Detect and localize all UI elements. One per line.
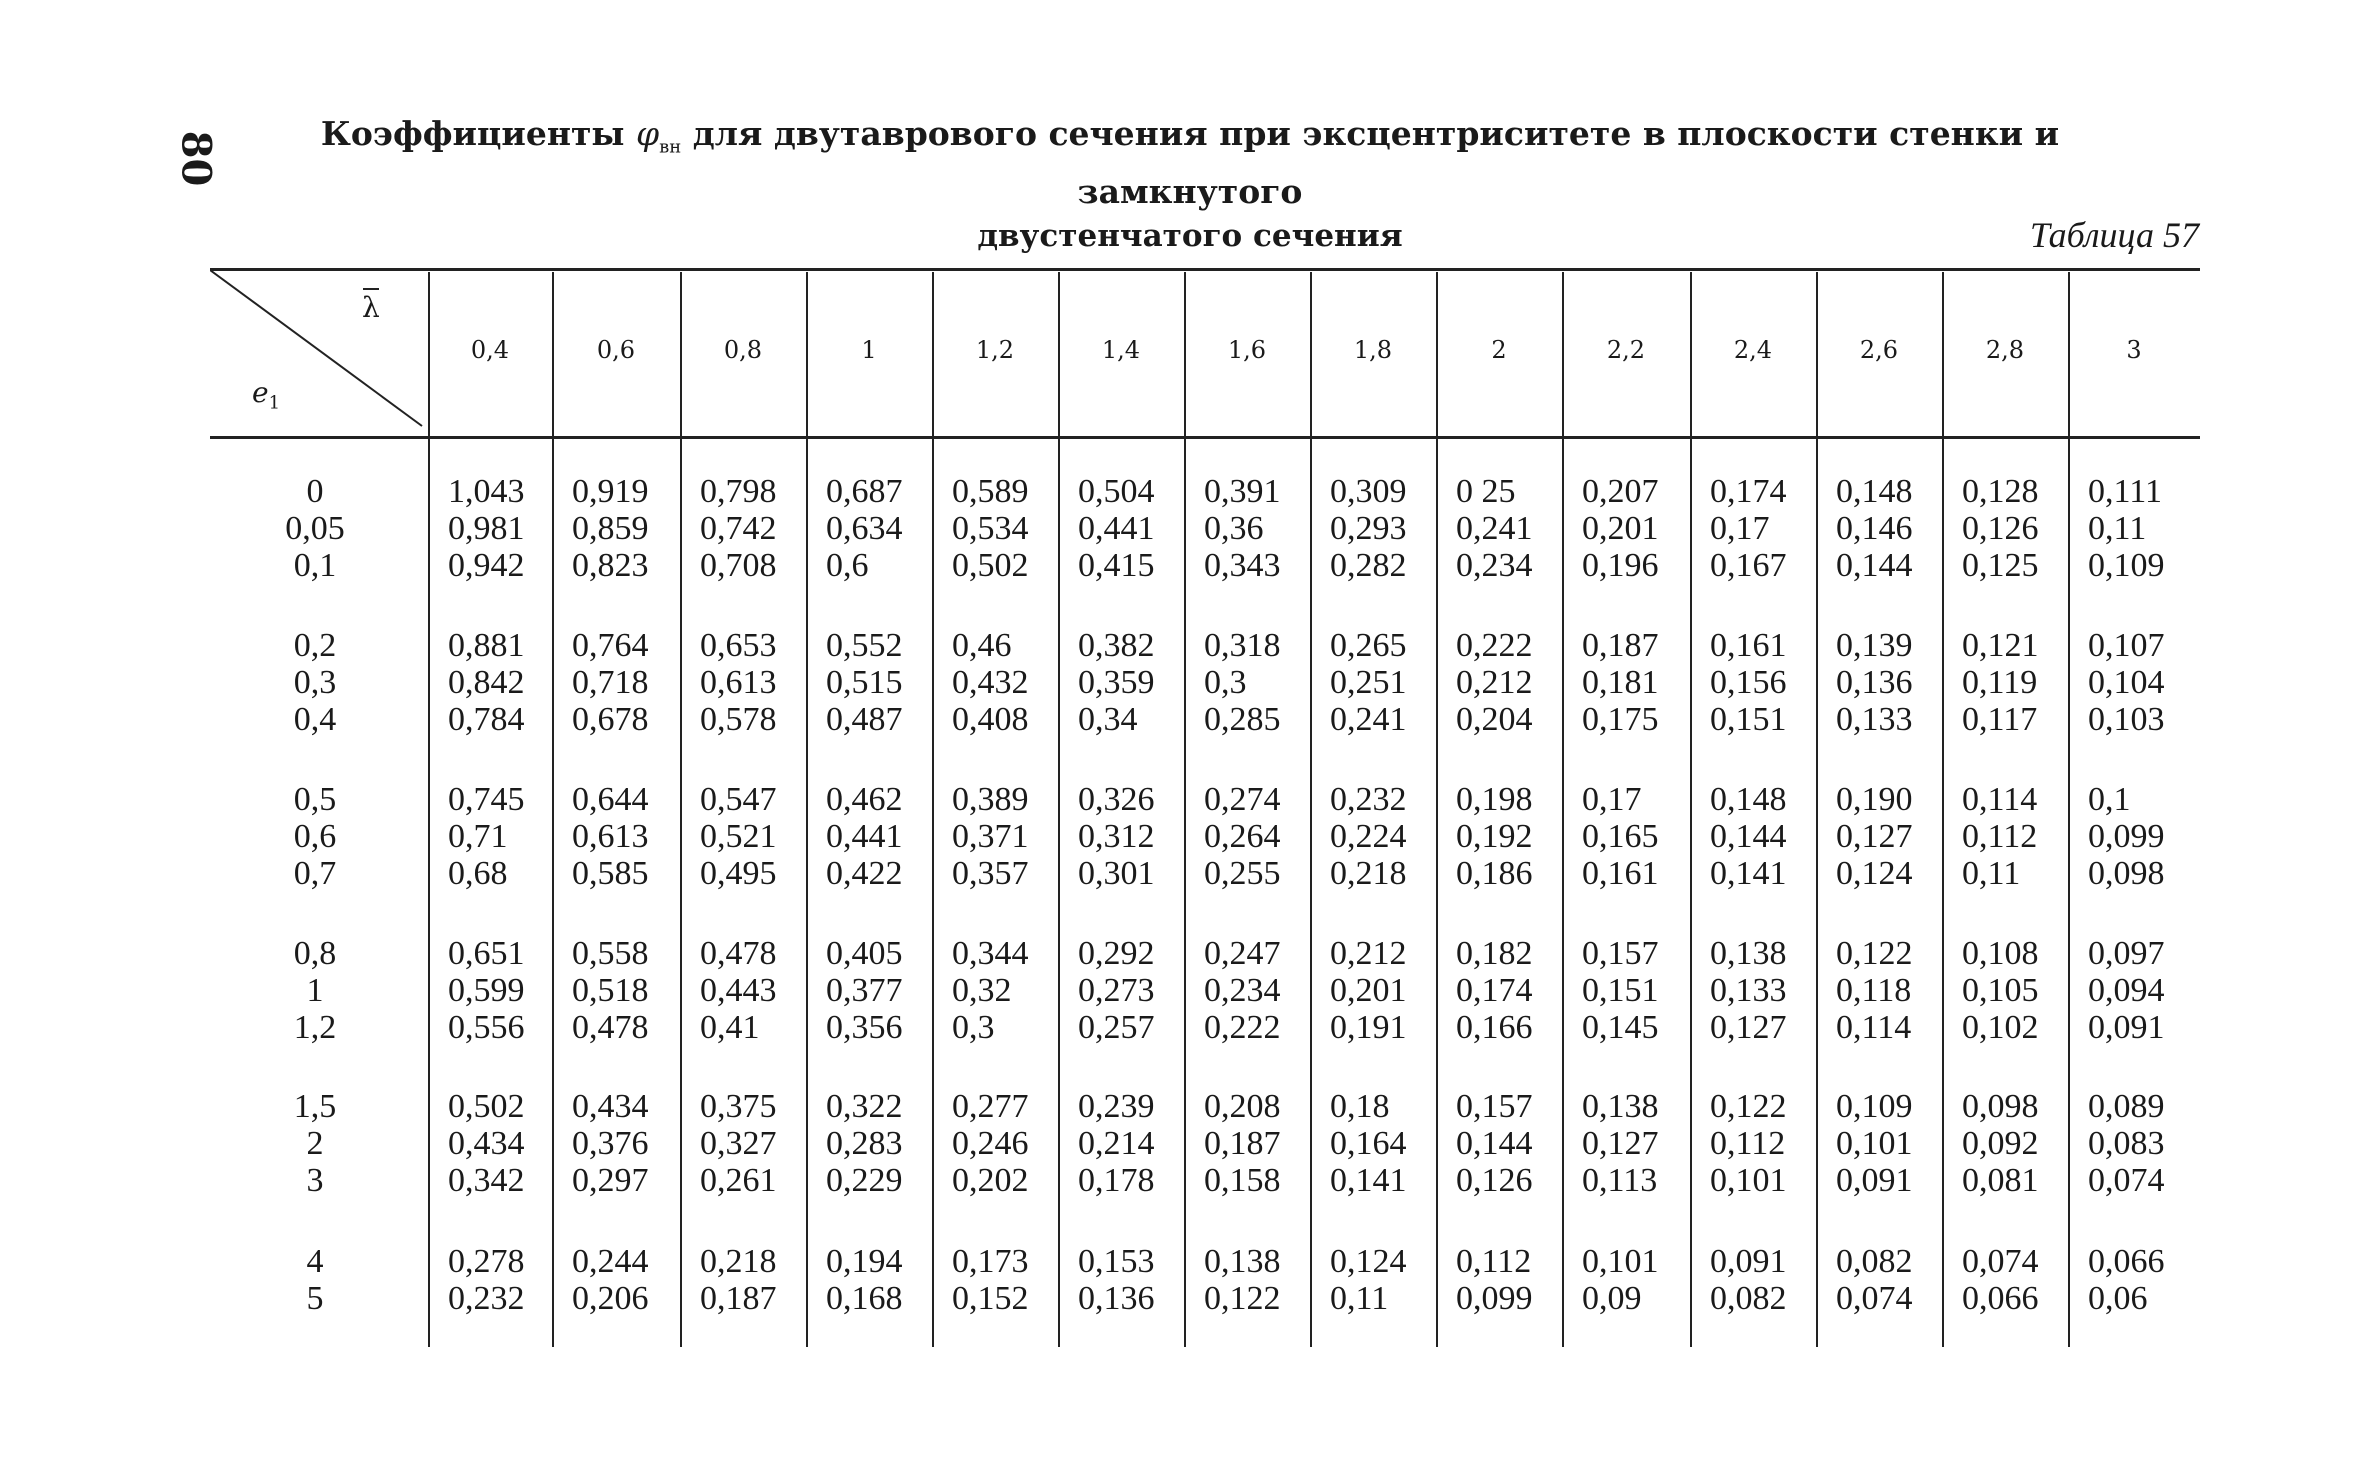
table-cell: 0,156 bbox=[1710, 664, 1787, 701]
table-cell: 0,376 bbox=[572, 1125, 649, 1162]
table-cell: 0,151 bbox=[1710, 701, 1787, 738]
table-cell: 0,309 bbox=[1330, 473, 1407, 510]
table-cell: 0,194 bbox=[826, 1243, 903, 1280]
table-cell: 0,192 bbox=[1456, 818, 1533, 855]
row-label-e1: 0,3 bbox=[293, 664, 337, 701]
table-cell: 0,122 bbox=[1710, 1088, 1787, 1125]
table-cell: 0,518 bbox=[572, 972, 649, 1009]
column-header: 1,4 bbox=[1101, 336, 1141, 364]
table-row bbox=[0, 1088, 2362, 1125]
table-row bbox=[0, 1243, 2362, 1280]
table-cell: 0,166 bbox=[1456, 1009, 1533, 1046]
table-cell: 0,178 bbox=[1078, 1162, 1155, 1199]
table-cell: 0,173 bbox=[952, 1243, 1029, 1280]
table-cell: 0,118 bbox=[1836, 972, 1912, 1009]
table-cell: 0,356 bbox=[826, 1009, 903, 1046]
table-cell: 0,152 bbox=[952, 1280, 1029, 1317]
table-cell: 0,128 bbox=[1962, 473, 2039, 510]
table-cell: 0,247 bbox=[1204, 935, 1281, 972]
table-cell: 0,881 bbox=[448, 627, 525, 664]
row-label-e1: 0 bbox=[306, 473, 324, 510]
table-cell: 0,074 bbox=[1962, 1243, 2039, 1280]
table-cell: 0,585 bbox=[572, 855, 649, 892]
header-diagonal-line bbox=[210, 268, 426, 430]
table-cell: 0,322 bbox=[826, 1088, 903, 1125]
table-row bbox=[0, 627, 2362, 664]
table-cell: 0,265 bbox=[1330, 627, 1407, 664]
table-cell: 0,274 bbox=[1204, 781, 1281, 818]
table-cell: 0,859 bbox=[572, 510, 649, 547]
row-label-e1: 4 bbox=[306, 1243, 324, 1280]
table-cell: 0,09 bbox=[1582, 1280, 1642, 1317]
table-cell: 0,478 bbox=[700, 935, 777, 972]
table-cell: 0,107 bbox=[2088, 627, 2165, 664]
table-cell: 0,234 bbox=[1456, 547, 1533, 584]
table-cell: 0,377 bbox=[826, 972, 903, 1009]
table-cell: 0,161 bbox=[1582, 855, 1659, 892]
table-cell: 0,081 bbox=[1962, 1162, 2039, 1199]
table-cell: 0,175 bbox=[1582, 701, 1659, 738]
table-cell: 0,157 bbox=[1582, 935, 1659, 972]
table-cell: 0,277 bbox=[952, 1088, 1029, 1125]
table-cell: 0,174 bbox=[1710, 473, 1787, 510]
table-cell: 0,082 bbox=[1836, 1243, 1913, 1280]
table-cell: 0,534 bbox=[952, 510, 1029, 547]
table-cell: 0,191 bbox=[1330, 1009, 1407, 1046]
table-cell: 0,405 bbox=[826, 935, 903, 972]
table-cell: 0,136 bbox=[1836, 664, 1913, 701]
table-cell: 0,117 bbox=[1962, 701, 2038, 738]
table-cell: 0,222 bbox=[1204, 1009, 1281, 1046]
table-cell: 0,168 bbox=[826, 1280, 903, 1317]
table-cell: 0,161 bbox=[1710, 627, 1787, 664]
table-cell: 0,283 bbox=[826, 1125, 903, 1162]
table-cell: 0,3 bbox=[952, 1009, 995, 1046]
table-cell: 0,092 bbox=[1962, 1125, 2039, 1162]
table-cell: 0,502 bbox=[448, 1088, 525, 1125]
table-cell: 0,101 bbox=[1582, 1243, 1659, 1280]
column-header: 2,2 bbox=[1606, 336, 1646, 364]
table-cell: 0,112 bbox=[1962, 818, 2038, 855]
table-cell: 0,122 bbox=[1836, 935, 1913, 972]
column-header: 1,6 bbox=[1227, 336, 1267, 364]
table-cell: 0,41 bbox=[700, 1009, 760, 1046]
table-cell: 0,241 bbox=[1456, 510, 1533, 547]
table-cell: 0,212 bbox=[1456, 664, 1533, 701]
table-cell: 0,318 bbox=[1204, 627, 1281, 664]
table-row bbox=[0, 818, 2362, 855]
row-label-e1: 1 bbox=[306, 972, 324, 1009]
table-cell: 0,558 bbox=[572, 935, 649, 972]
table-cell: 0,098 bbox=[2088, 855, 2165, 892]
table-cell: 0,634 bbox=[826, 510, 903, 547]
row-label-e1: 2 bbox=[306, 1125, 324, 1162]
table-cell: 0,842 bbox=[448, 664, 525, 701]
table-cell: 0,343 bbox=[1204, 547, 1281, 584]
row-label-e1: 0,05 bbox=[285, 510, 345, 547]
table-cell: 0,201 bbox=[1330, 972, 1407, 1009]
table-cell: 0,745 bbox=[448, 781, 525, 818]
table-cell: 0,229 bbox=[826, 1162, 903, 1199]
table-cell: 0,234 bbox=[1204, 972, 1281, 1009]
table-cell: 0,415 bbox=[1078, 547, 1155, 584]
table-cell: 0,552 bbox=[826, 627, 903, 664]
table-cell: 0,136 bbox=[1078, 1280, 1155, 1317]
table-cell: 0,823 bbox=[572, 547, 649, 584]
table-cell: 0,074 bbox=[1836, 1280, 1913, 1317]
table-cell: 0,487 bbox=[826, 701, 903, 738]
table-cell: 0,148 bbox=[1710, 781, 1787, 818]
table-cell: 0,144 bbox=[1456, 1125, 1533, 1162]
table-cell: 0,422 bbox=[826, 855, 903, 892]
table-cell: 0,312 bbox=[1078, 818, 1155, 855]
table-cell: 0,126 bbox=[1456, 1162, 1533, 1199]
table-cell: 0,187 bbox=[1582, 627, 1659, 664]
table-row bbox=[0, 935, 2362, 972]
table-cell: 0,11 bbox=[1962, 855, 2021, 892]
table-cell: 0,113 bbox=[1582, 1162, 1658, 1199]
table-cell: 0,391 bbox=[1204, 473, 1281, 510]
table-cell: 0,139 bbox=[1836, 627, 1913, 664]
table-cell: 0,678 bbox=[572, 701, 649, 738]
table-cell: 0,198 bbox=[1456, 781, 1533, 818]
table-cell: 0,292 bbox=[1078, 935, 1155, 972]
table-row bbox=[0, 664, 2362, 701]
table-cell: 0,784 bbox=[448, 701, 525, 738]
table-cell: 1,043 bbox=[448, 473, 525, 510]
table-cell: 0,145 bbox=[1582, 1009, 1659, 1046]
column-header: 0,6 bbox=[596, 336, 636, 364]
table-cell: 0,382 bbox=[1078, 627, 1155, 664]
row-label-e1: 3 bbox=[306, 1162, 324, 1199]
table-cell: 0,653 bbox=[700, 627, 777, 664]
table-cell: 0,11 bbox=[1330, 1280, 1389, 1317]
table-cell: 0,114 bbox=[1962, 781, 2038, 818]
table-cell: 0,098 bbox=[1962, 1088, 2039, 1125]
table-cell: 0,919 bbox=[572, 473, 649, 510]
table-cell: 0,124 bbox=[1836, 855, 1913, 892]
row-label-e1: 0,1 bbox=[293, 547, 337, 584]
table-cell: 0,138 bbox=[1710, 935, 1787, 972]
table-cell: 0 25 bbox=[1456, 473, 1516, 510]
title-line-1: Коэффициенты $\varphi_{вн}$ для двутаврового сечения при эксцентриситете в плоскости стенки и замкнутого bbox=[320, 114, 2060, 211]
table-cell: 0,112 bbox=[1710, 1125, 1786, 1162]
table-cell: 0,556 bbox=[448, 1009, 525, 1046]
table-cell: 0,293 bbox=[1330, 510, 1407, 547]
table-cell: 0,613 bbox=[700, 664, 777, 701]
column-header: 2,6 bbox=[1859, 336, 1899, 364]
table-cell: 0,297 bbox=[572, 1162, 649, 1199]
table-cell: 0,144 bbox=[1710, 818, 1787, 855]
table-cell: 0,687 bbox=[826, 473, 903, 510]
table-cell: 0,109 bbox=[2088, 547, 2165, 584]
table-cell: 0,589 bbox=[952, 473, 1029, 510]
table-cell: 0,36 bbox=[1204, 510, 1264, 547]
table-cell: 0,101 bbox=[1710, 1162, 1787, 1199]
table-cell: 0,502 bbox=[952, 547, 1029, 584]
table-cell: 0,798 bbox=[700, 473, 777, 510]
table-cell: 0,434 bbox=[572, 1088, 649, 1125]
table-cell: 0,164 bbox=[1330, 1125, 1407, 1162]
table-cell: 0,218 bbox=[1330, 855, 1407, 892]
table-cell: 0,241 bbox=[1330, 701, 1407, 738]
table-cell: 0,17 bbox=[1582, 781, 1642, 818]
table-cell: 0,099 bbox=[1456, 1280, 1533, 1317]
table-cell: 0,71 bbox=[448, 818, 508, 855]
table-cell: 0,261 bbox=[700, 1162, 777, 1199]
table-cell: 0,153 bbox=[1078, 1243, 1155, 1280]
table-cell: 0,104 bbox=[2088, 664, 2165, 701]
table-cell: 0,742 bbox=[700, 510, 777, 547]
table-top-rule bbox=[210, 268, 2200, 271]
table-cell: 0,651 bbox=[448, 935, 525, 972]
table-cell: 0,109 bbox=[1836, 1088, 1913, 1125]
table-cell: 0,091 bbox=[2088, 1009, 2165, 1046]
table-cell: 0,138 bbox=[1204, 1243, 1281, 1280]
table-number-label: Таблица 57 bbox=[2029, 215, 2199, 255]
table-cell: 0,187 bbox=[1204, 1125, 1281, 1162]
table-cell: 0,214 bbox=[1078, 1125, 1155, 1162]
table-cell: 0,255 bbox=[1204, 855, 1281, 892]
row-label-e1: 0,2 bbox=[293, 627, 337, 664]
table-cell: 0,101 bbox=[1836, 1125, 1913, 1162]
table-cell: 0,212 bbox=[1330, 935, 1407, 972]
title-line-2: двустенчатого сечения bbox=[977, 217, 1403, 254]
table-cell: 0,547 bbox=[700, 781, 777, 818]
table-cell: 0,462 bbox=[826, 781, 903, 818]
row-label-e1: 0,5 bbox=[293, 781, 337, 818]
table-cell: 0,327 bbox=[700, 1125, 777, 1162]
table-cell: 0,091 bbox=[1836, 1162, 1913, 1199]
table-cell: 0,441 bbox=[1078, 510, 1155, 547]
column-header: 3 bbox=[2126, 336, 2142, 364]
table-cell: 0,06 bbox=[2088, 1280, 2148, 1317]
table-row bbox=[0, 547, 2362, 584]
column-header: 2,4 bbox=[1733, 336, 1773, 364]
table-cell: 0,504 bbox=[1078, 473, 1155, 510]
table-cell: 0,066 bbox=[2088, 1243, 2165, 1280]
table-cell: 0,196 bbox=[1582, 547, 1659, 584]
phi-symbol: $\varphi_{вн}$ bbox=[636, 114, 682, 158]
table-row bbox=[0, 781, 2362, 818]
table-cell: 0,46 bbox=[952, 627, 1012, 664]
table-cell: 0,103 bbox=[2088, 701, 2165, 738]
table-cell: 0,264 bbox=[1204, 818, 1281, 855]
table-cell: 0,207 bbox=[1582, 473, 1659, 510]
table-cell: 0,515 bbox=[826, 664, 903, 701]
table-cell: 0,108 bbox=[1962, 935, 2039, 972]
table-cell: 0,157 bbox=[1456, 1088, 1533, 1125]
column-header: 1,2 bbox=[975, 336, 1015, 364]
table-row bbox=[0, 1125, 2362, 1162]
row-label-e1: 1,5 bbox=[293, 1088, 337, 1125]
table-cell: 0,125 bbox=[1962, 547, 2039, 584]
table-cell: 0,244 bbox=[572, 1243, 649, 1280]
table-cell: 0,521 bbox=[700, 818, 777, 855]
e1-symbol: $e_1$ bbox=[252, 376, 281, 414]
table-cell: 0,208 bbox=[1204, 1088, 1281, 1125]
table-cell: 0,232 bbox=[1330, 781, 1407, 818]
table-cell: 0,273 bbox=[1078, 972, 1155, 1009]
table-cell: 0,112 bbox=[1456, 1243, 1532, 1280]
table-cell: 0,151 bbox=[1582, 972, 1659, 1009]
column-header: 2,8 bbox=[1985, 336, 2025, 364]
table-cell: 0,105 bbox=[1962, 972, 2039, 1009]
table-cell: 0,764 bbox=[572, 627, 649, 664]
table-cell: 0,201 bbox=[1582, 510, 1659, 547]
table-cell: 0,326 bbox=[1078, 781, 1155, 818]
table-cell: 0,17 bbox=[1710, 510, 1770, 547]
row-label-e1: 0,7 bbox=[293, 855, 337, 892]
table-cell: 0,375 bbox=[700, 1088, 777, 1125]
table-row bbox=[0, 473, 2362, 510]
table-cell: 0,126 bbox=[1962, 510, 2039, 547]
table-cell: 0,434 bbox=[448, 1125, 525, 1162]
table-cell: 0,942 bbox=[448, 547, 525, 584]
table-cell: 0,6 bbox=[826, 547, 869, 584]
table-cell: 0,257 bbox=[1078, 1009, 1155, 1046]
table-cell: 0,441 bbox=[826, 818, 903, 855]
table-cell: 0,344 bbox=[952, 935, 1029, 972]
table-cell: 0,218 bbox=[700, 1243, 777, 1280]
table-cell: 0,091 bbox=[1710, 1243, 1787, 1280]
table-cell: 0,119 bbox=[1962, 664, 2038, 701]
table-cell: 0,094 bbox=[2088, 972, 2165, 1009]
row-label-e1: 0,6 bbox=[293, 818, 337, 855]
column-header: 2 bbox=[1491, 336, 1507, 364]
table-cell: 0,167 bbox=[1710, 547, 1787, 584]
table-row bbox=[0, 701, 2362, 738]
table-cell: 0,141 bbox=[1710, 855, 1787, 892]
column-header: 1,8 bbox=[1353, 336, 1393, 364]
table-cell: 0,301 bbox=[1078, 855, 1155, 892]
table-cell: 0,278 bbox=[448, 1243, 525, 1280]
table-cell: 0,495 bbox=[700, 855, 777, 892]
table-cell: 0,18 bbox=[1330, 1088, 1390, 1125]
table-cell: 0,981 bbox=[448, 510, 525, 547]
table-cell: 0,165 bbox=[1582, 818, 1659, 855]
table-cell: 0,089 bbox=[2088, 1088, 2165, 1125]
table-cell: 0,114 bbox=[1836, 1009, 1912, 1046]
table-cell: 0,578 bbox=[700, 701, 777, 738]
column-header: 1 bbox=[861, 336, 877, 364]
table-cell: 0,066 bbox=[1962, 1280, 2039, 1317]
table-cell: 0,127 bbox=[1836, 818, 1913, 855]
table-cell: 0,1 bbox=[2088, 781, 2131, 818]
table-cell: 0,127 bbox=[1710, 1009, 1787, 1046]
table-cell: 0,138 bbox=[1582, 1088, 1659, 1125]
table-cell: 0,34 bbox=[1078, 701, 1138, 738]
table-cell: 0,32 bbox=[952, 972, 1012, 1009]
table-cell: 0,222 bbox=[1456, 627, 1533, 664]
table-cell: 0,599 bbox=[448, 972, 525, 1009]
table-cell: 0,148 bbox=[1836, 473, 1913, 510]
table-cell: 0,097 bbox=[2088, 935, 2165, 972]
table-cell: 0,186 bbox=[1456, 855, 1533, 892]
table-cell: 0,232 bbox=[448, 1280, 525, 1317]
table-cell: 0,3 bbox=[1204, 664, 1247, 701]
table-cell: 0,141 bbox=[1330, 1162, 1407, 1199]
table-cell: 0,099 bbox=[2088, 818, 2165, 855]
column-header: 0,8 bbox=[723, 336, 763, 364]
table-cell: 0,285 bbox=[1204, 701, 1281, 738]
table-cell: 0,133 bbox=[1836, 701, 1913, 738]
table-cell: 0,239 bbox=[1078, 1088, 1155, 1125]
table-cell: 0,083 bbox=[2088, 1125, 2165, 1162]
row-label-e1: 5 bbox=[306, 1280, 324, 1317]
table-cell: 0,158 bbox=[1204, 1162, 1281, 1199]
table-cell: 0,174 bbox=[1456, 972, 1533, 1009]
table-cell: 0,68 bbox=[448, 855, 508, 892]
table-cell: 0,246 bbox=[952, 1125, 1029, 1162]
table-row bbox=[0, 972, 2362, 1009]
table-row bbox=[0, 1280, 2362, 1317]
table-cell: 0,644 bbox=[572, 781, 649, 818]
table-cell: 0,389 bbox=[952, 781, 1029, 818]
table-cell: 0,122 bbox=[1204, 1280, 1281, 1317]
table-cell: 0,359 bbox=[1078, 664, 1155, 701]
table-row bbox=[0, 855, 2362, 892]
row-label-e1: 0,4 bbox=[293, 701, 337, 738]
table-cell: 0,204 bbox=[1456, 701, 1533, 738]
table-cell: 0,133 bbox=[1710, 972, 1787, 1009]
table-cell: 0,074 bbox=[2088, 1162, 2165, 1199]
column-header: 0,4 bbox=[470, 336, 510, 364]
table-cell: 0,202 bbox=[952, 1162, 1029, 1199]
lambda-bar-symbol: λ bbox=[362, 288, 380, 324]
table-cell: 0,182 bbox=[1456, 935, 1533, 972]
table-cell: 0,251 bbox=[1330, 664, 1407, 701]
table-cell: 0,111 bbox=[2088, 473, 2162, 510]
table-cell: 0,121 bbox=[1962, 627, 2039, 664]
table-cell: 0,224 bbox=[1330, 818, 1407, 855]
table-cell: 0,144 bbox=[1836, 547, 1913, 584]
table-cell: 0,613 bbox=[572, 818, 649, 855]
table-cell: 0,187 bbox=[700, 1280, 777, 1317]
table-cell: 0,443 bbox=[700, 972, 777, 1009]
table-row bbox=[0, 1009, 2362, 1046]
table-title bbox=[300, 112, 2080, 258]
table-cell: 0,102 bbox=[1962, 1009, 2039, 1046]
row-label-e1: 1,2 bbox=[293, 1009, 337, 1046]
table-cell: 0,478 bbox=[572, 1009, 649, 1046]
table-cell: 0,181 bbox=[1582, 664, 1659, 701]
table-cell: 0,190 bbox=[1836, 781, 1913, 818]
table-cell: 0,127 bbox=[1582, 1125, 1659, 1162]
table-cell: 0,124 bbox=[1330, 1243, 1407, 1280]
table-row bbox=[0, 1162, 2362, 1199]
table-cell: 0,11 bbox=[2088, 510, 2147, 547]
page-number: 80 bbox=[172, 130, 220, 187]
table-cell: 0,282 bbox=[1330, 547, 1407, 584]
table-cell: 0,718 bbox=[572, 664, 649, 701]
table-cell: 0,408 bbox=[952, 701, 1029, 738]
header-bottom-rule bbox=[210, 436, 2200, 439]
table-cell: 0,432 bbox=[952, 664, 1029, 701]
table-cell: 0,357 bbox=[952, 855, 1029, 892]
table-cell: 0,371 bbox=[952, 818, 1029, 855]
table-cell: 0,146 bbox=[1836, 510, 1913, 547]
table-row bbox=[0, 510, 2362, 547]
table-cell: 0,206 bbox=[572, 1280, 649, 1317]
table-cell: 0,082 bbox=[1710, 1280, 1787, 1317]
row-label-e1: 0,8 bbox=[293, 935, 337, 972]
table-cell: 0,342 bbox=[448, 1162, 525, 1199]
table-cell: 0,708 bbox=[700, 547, 777, 584]
